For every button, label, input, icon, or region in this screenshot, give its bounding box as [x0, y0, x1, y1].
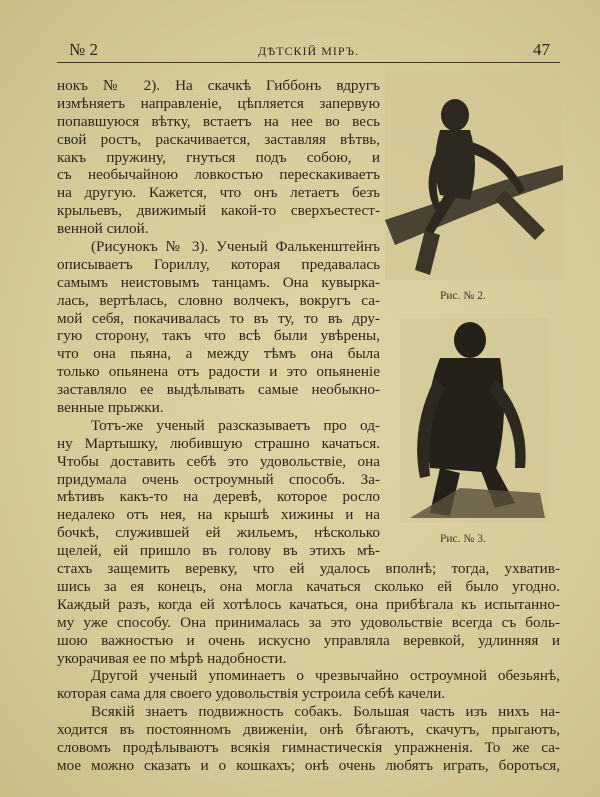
text-line: (Рисунокъ № 3). Ученый Фалькенштейнъ — [91, 238, 380, 256]
text-line: бочкѣ, служившей ей жильемъ, нѣсколько — [57, 524, 380, 542]
text-line: мой себя, покачивалась то въ ту, то въ дру- — [57, 309, 380, 327]
text-line: Тотъ-же ученый разсказываетъ про од- — [91, 416, 380, 434]
text-line: самымъ неистовымъ танцамъ. Она кувырка- — [57, 273, 380, 291]
figure-3-caption: Рис. № 3. — [440, 533, 486, 545]
text-line: стахъ защемить веревку, что ей удалось вполнѣ; тогда, ухватив- — [57, 560, 560, 578]
journal-title: ДѢТСКІЙ МІРЪ. — [257, 44, 360, 58]
text-line: словомъ продѣлываютъ всякія гимнастическія упражненія. То же са- — [57, 738, 560, 756]
text-line: съ необычайною ловкостью перескакиваетъ — [57, 166, 380, 184]
text-line: шою важностью и очень искусно управляла веревкой, удлинняя и — [57, 631, 560, 649]
text-line: мѣтивъ какъ-то на деревѣ, которое росло — [57, 488, 380, 506]
figure-gibbon-illustration — [385, 70, 563, 280]
text-line: свой ростъ, раскачивается, заставляя вѣтвь, — [57, 130, 380, 148]
text-line: придумала очень остроумный способъ. За- — [57, 470, 380, 488]
text-line: только опьянена отъ радости и это опьяненіе — [57, 363, 380, 381]
text-line: му уже способу. Она принималась за это удовольствіе всегда съ боль- — [57, 613, 560, 631]
text-line: измѣняетъ направленіе, цѣпляется запервую — [57, 94, 380, 112]
text-line: попавшуюся вѣтку, встаетъ на нее во весь — [57, 112, 380, 130]
text-line: Другой ученый упоминаетъ о чрезвычайно остроумной обезьянѣ, — [91, 667, 560, 685]
issue-number: № 2 — [69, 40, 98, 59]
text-line: лась, вертѣлась, словно волчекъ, вокругъ са- — [57, 291, 380, 309]
text-line: мое можно сказать и о кошкахъ; онѣ очень любятъ играть, бороться, — [57, 756, 560, 774]
text-line: недалеко отъ нея, на крышѣ хижины и на — [57, 506, 380, 524]
text-line: какъ пружину, гнуться подъ собою, и — [57, 148, 380, 166]
text-line: шись за ея конецъ, она могла качаться сколько ей было угодно. — [57, 577, 560, 595]
text-line: укорачивая ее по мѣрѣ надобности. — [57, 649, 287, 667]
figure-2-caption: Рис. № 2. — [440, 290, 486, 302]
text-line: Каждый разъ, когда ей хотѣлось качаться, она прибѣгала къ испытанно- — [57, 595, 560, 613]
text-line: венные прыжки. — [57, 399, 164, 417]
header-rule — [57, 62, 560, 63]
text-line: Всякій знаетъ подвижность собакъ. Большая часть изъ нихъ на- — [91, 703, 560, 721]
text-line: крыльевъ, движимый какой-то сверхъестест- — [57, 202, 380, 220]
page-number: 47 — [533, 40, 550, 59]
text-line: венной силой. — [57, 220, 149, 238]
page-header — [57, 40, 560, 62]
text-line: Чтобы доставить себѣ это удовольствіе, она — [57, 452, 380, 470]
text-line: ходится въ постоянномъ движеніи, онѣ бѣгаютъ, скачутъ, прыгаютъ, — [57, 721, 560, 739]
figure-gorilla-illustration — [400, 318, 550, 523]
text-line: на другую. Кажется, что онъ летаетъ безъ — [57, 184, 380, 202]
text-line: которая сама для своего удовольствія устроила себѣ качели. — [57, 685, 446, 703]
text-line: заставляло ее выдѣлывать самые необыкно- — [57, 381, 380, 399]
text-line: ну Мартышку, любившую страшно качаться. — [57, 434, 380, 452]
text-line: что она пьяна, а между тѣмъ она была — [57, 345, 380, 363]
text-line: щелей, ей пришло въ голову въ этихъ мѣ- — [57, 542, 380, 560]
text-line: нокъ № 2). На скачкѣ Гиббонъ вдругъ — [57, 77, 380, 94]
text-line: описываетъ Гориллу, которая предавалась — [57, 255, 380, 273]
text-line: гую сторону, такъ что всѣ были увѣрены, — [57, 327, 380, 345]
